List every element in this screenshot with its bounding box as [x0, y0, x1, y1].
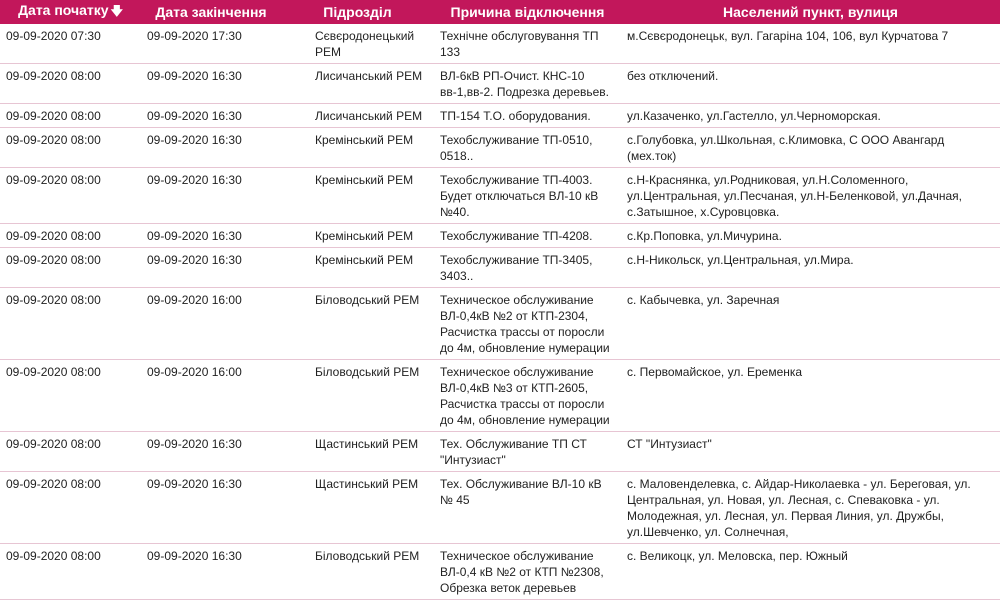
table-row: [0, 104, 1000, 128]
cell-reason: Тех. Обслуживание ТП СТ "Интузиаст": [434, 432, 621, 472]
cell-location: с. Великоцк, ул. Меловска, пер. Южный: [621, 544, 1000, 600]
table-row: [0, 472, 1000, 544]
cell-department: Лисичанський РЕМ: [281, 64, 434, 104]
table-row: [0, 248, 1000, 288]
cell-location: ул.Казаченко, ул.Гастелло, ул.Черноморская.: [621, 104, 1000, 128]
table-row: [0, 432, 1000, 472]
table-row: [0, 360, 1000, 432]
column-header-label: Підрозділ: [323, 4, 392, 20]
header-row: [0, 0, 1000, 24]
table-row: [0, 544, 1000, 600]
cell-start-date: 09-09-2020 08:00: [0, 544, 141, 600]
cell-location: с. Маловенделевка, с. Айдар-Николаевка - ул. Береговая, ул. Центральная, ул. Новая, ул. Лесная, с. Спеваковка - ул. Молодежная, ул. Лесная, ул. Первая Линия, ул. Дружбы, ул.Шевченко, ул. Солнечная,: [621, 472, 1000, 544]
cell-reason: Технічне обслуговування ТП 133: [434, 24, 621, 64]
cell-location: с.Н-Никольск, ул.Центральная, ул.Мира.: [621, 248, 1000, 288]
cell-department: Кремінський РЕМ: [281, 224, 434, 248]
cell-department: Лисичанський РЕМ: [281, 104, 434, 128]
cell-start-date: 09-09-2020 08:00: [0, 104, 141, 128]
cell-reason: Техническое обслуживание ВЛ-0,4кВ №3 от КТП-2605, Расчистка трассы от поросли до 4м, обновление нумерации: [434, 360, 621, 432]
table-row: [0, 24, 1000, 64]
column-header-label: Дата закінчення: [155, 4, 267, 20]
cell-location: с.Кр.Поповка, ул.Мичурина.: [621, 224, 1000, 248]
cell-department: Кремінський РЕМ: [281, 168, 434, 224]
table-row: [0, 224, 1000, 248]
cell-start-date: 09-09-2020 08:00: [0, 472, 141, 544]
cell-end-date: 09-09-2020 16:30: [141, 104, 281, 128]
table-row: [0, 168, 1000, 224]
cell-start-date: 09-09-2020 08:00: [0, 64, 141, 104]
cell-end-date: 09-09-2020 16:30: [141, 472, 281, 544]
cell-reason: Техобслуживание ТП-4003. Будет отключаться ВЛ-10 кВ №40.: [434, 168, 621, 224]
table-row: [0, 128, 1000, 168]
cell-start-date: 09-09-2020 07:30: [0, 24, 141, 64]
column-header-end-date[interactable]: [141, 0, 281, 24]
cell-start-date: 09-09-2020 08:00: [0, 432, 141, 472]
cell-reason: Тех. Обслуживание ВЛ-10 кВ № 45: [434, 472, 621, 544]
cell-reason: Техобслуживание ТП-0510, 0518..: [434, 128, 621, 168]
cell-end-date: 09-09-2020 16:30: [141, 248, 281, 288]
cell-end-date: 09-09-2020 16:30: [141, 432, 281, 472]
table-row: [0, 64, 1000, 104]
table-row: [0, 288, 1000, 360]
cell-end-date: 09-09-2020 16:30: [141, 128, 281, 168]
cell-department: Щастинський РЕМ: [281, 432, 434, 472]
cell-end-date: 09-09-2020 16:00: [141, 360, 281, 432]
cell-department: Кремінський РЕМ: [281, 248, 434, 288]
cell-end-date: 09-09-2020 16:30: [141, 224, 281, 248]
cell-start-date: 09-09-2020 08:00: [0, 288, 141, 360]
cell-location: с.Голубовка, ул.Школьная, с.Климовка, С ООО Авангард (мех.ток): [621, 128, 1000, 168]
arrow-down-icon: 🡇: [110, 3, 123, 18]
column-header-start-date[interactable]: [0, 0, 141, 24]
cell-department: Біловодський РЕМ: [281, 360, 434, 432]
column-header-label: Дата початку: [18, 1, 109, 18]
cell-department: Щастинський РЕМ: [281, 472, 434, 544]
cell-department: Кремінський РЕМ: [281, 128, 434, 168]
cell-department: Сєвєродонецький РЕМ: [281, 24, 434, 64]
cell-reason: Техобслуживание ТП-4208.: [434, 224, 621, 248]
cell-start-date: 09-09-2020 08:00: [0, 360, 141, 432]
cell-location: с.Н-Краснянка, ул.Родниковая, ул.Н.Соломенного, ул.Центральная, ул.Песчаная, ул.Н-Беленковой, ул.Дачная, с.Затышное, х.Суровцовка.: [621, 168, 1000, 224]
column-header-location[interactable]: [621, 0, 1000, 24]
cell-reason: Техобслуживание ТП-3405, 3403..: [434, 248, 621, 288]
column-header-label: Населений пункт, вулиця: [723, 4, 898, 20]
cell-end-date: 09-09-2020 16:30: [141, 544, 281, 600]
cell-reason: ТП-154 Т.О. оборудования.: [434, 104, 621, 128]
table-header: [0, 0, 1000, 24]
cell-department: Біловодський РЕМ: [281, 544, 434, 600]
cell-location: с. Первомайское, ул. Еременка: [621, 360, 1000, 432]
cell-reason: Техническое обслуживание ВЛ-0,4 кВ №2 от КТП №2308, Обрезка веток деревьев: [434, 544, 621, 600]
column-header-department[interactable]: [281, 0, 434, 24]
cell-reason: ВЛ-6кВ РП-Очист. КНС-10 вв-1,вв-2. Подрезка деревьев.: [434, 64, 621, 104]
cell-end-date: 09-09-2020 16:00: [141, 288, 281, 360]
cell-location: с. Кабычевка, ул. Заречная: [621, 288, 1000, 360]
cell-end-date: 09-09-2020 16:30: [141, 64, 281, 104]
column-header-label: Причина відключення: [450, 4, 605, 20]
cell-location: м.Сєвєродонецьк, вул. Гагаріна 104, 106, вул Курчатова 7: [621, 24, 1000, 64]
cell-start-date: 09-09-2020 08:00: [0, 168, 141, 224]
column-header-reason[interactable]: [434, 0, 621, 24]
cell-start-date: 09-09-2020 08:00: [0, 224, 141, 248]
cell-start-date: 09-09-2020 08:00: [0, 128, 141, 168]
cell-start-date: 09-09-2020 08:00: [0, 248, 141, 288]
cell-end-date: 09-09-2020 17:30: [141, 24, 281, 64]
cell-location: без отключений.: [621, 64, 1000, 104]
cell-department: Біловодський РЕМ: [281, 288, 434, 360]
cell-end-date: 09-09-2020 16:30: [141, 168, 281, 224]
cell-location: СТ "Интузиаст": [621, 432, 1000, 472]
table-body: [0, 24, 1000, 600]
cell-reason: Техническое обслуживание ВЛ-0,4кВ №2 от КТП-2304, Расчистка трассы от поросли до 4м, обновление нумерации: [434, 288, 621, 360]
